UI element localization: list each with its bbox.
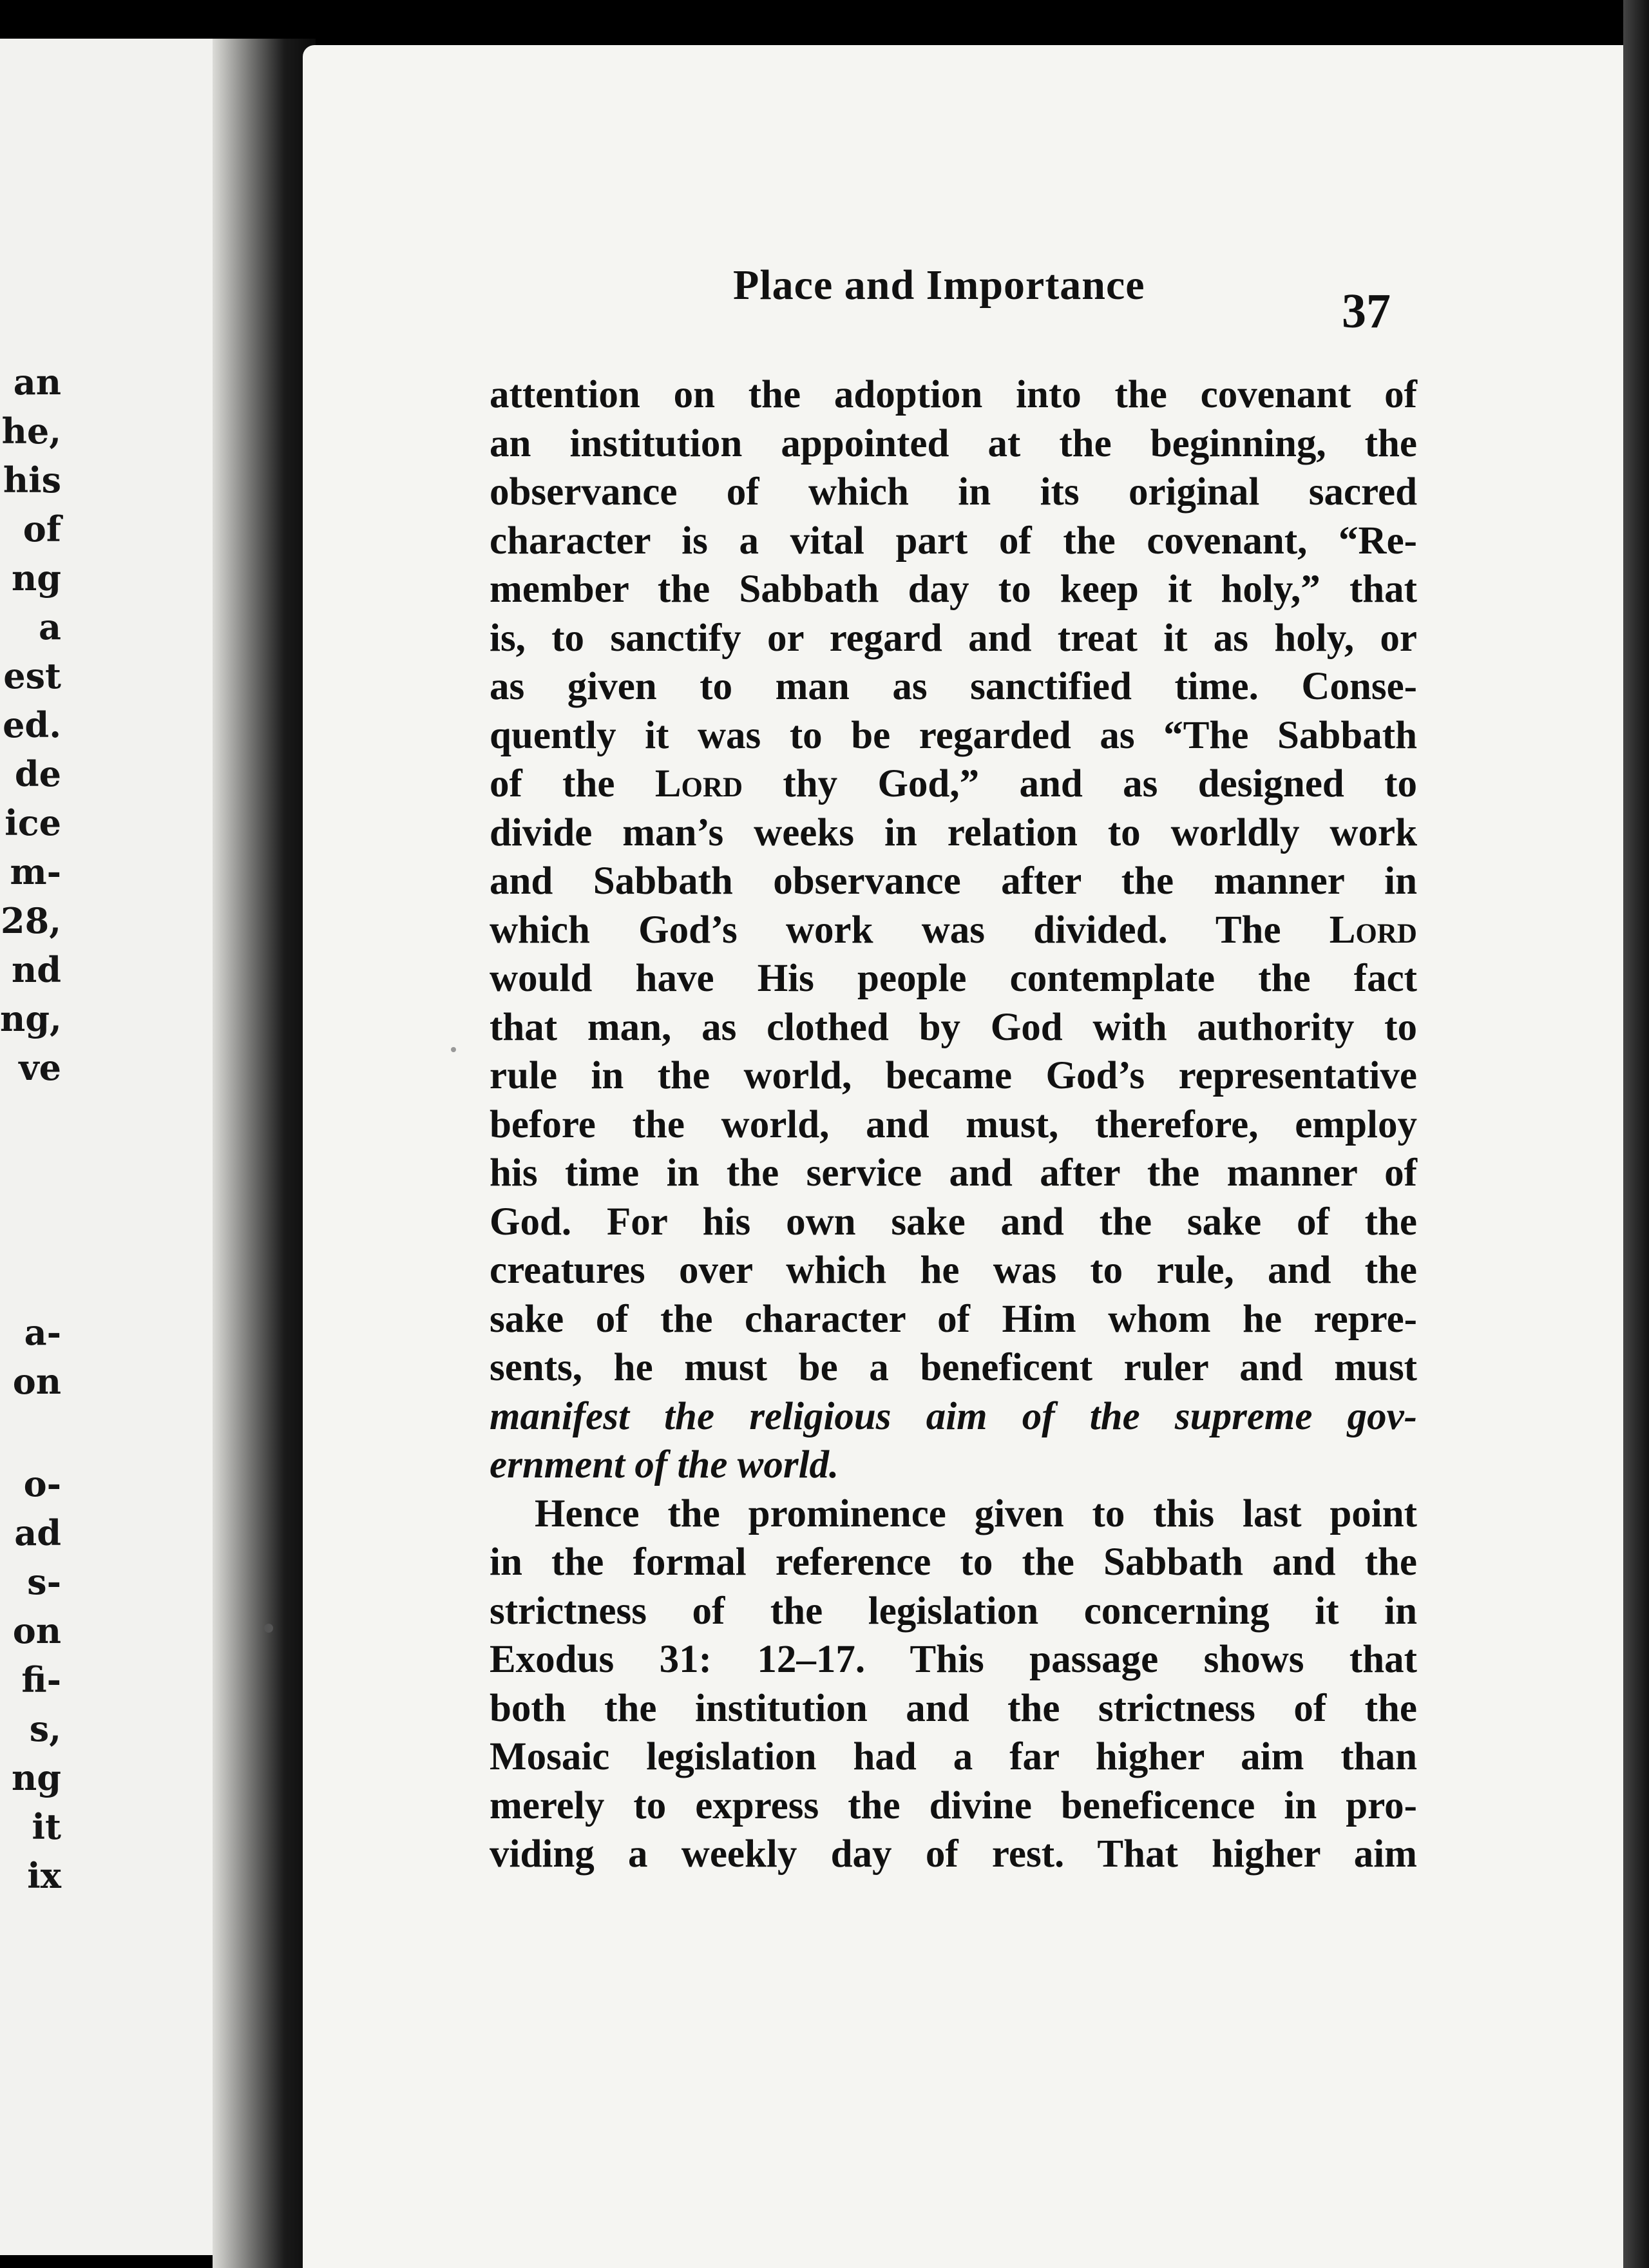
text-run: thy God,” and as designed to <box>743 762 1417 805</box>
fragment: ng <box>11 1757 61 1798</box>
fragment: on <box>12 1610 61 1651</box>
text-line: divide man’s weeks in relation to worldly work <box>490 811 1417 854</box>
text-line: observance of which in its original sacred <box>490 470 1417 514</box>
fragment: de <box>14 753 61 794</box>
text-line: character is a vital part of the covenant, “Re- <box>490 519 1417 562</box>
fragment: ice <box>5 802 61 843</box>
italic-line: ernment of the world. <box>490 1443 839 1486</box>
fragment: s, <box>29 1708 61 1749</box>
left-page-fragments-bottom <box>0 1459 61 1900</box>
fragment: est <box>3 655 61 697</box>
fragment: fi- <box>21 1659 61 1700</box>
small-caps-lord: Lord <box>654 762 743 805</box>
fragment: on <box>12 1361 61 1402</box>
text-run: which God’s work was divided. The <box>490 908 1330 952</box>
ink-speck <box>264 1624 273 1633</box>
text-line: member the Sabbath day to keep it holy,” that <box>490 568 1417 611</box>
fragment: of <box>23 508 61 550</box>
text-line: strictness of the legislation concerning it in <box>490 1589 1417 1633</box>
text-line: is, to sanctify or regard and treat it as holy, or <box>490 616 1417 660</box>
ink-speck <box>451 1047 456 1052</box>
text-line <box>490 760 1417 809</box>
fragment: ix <box>27 1855 61 1896</box>
text-line: quently it was to be regarded as “The Sabbath <box>490 713 1417 757</box>
text-line: before the world, and must, therefore, employ <box>490 1102 1417 1146</box>
fragment: his <box>3 459 61 501</box>
text-line: viding a weekly day of rest. That higher aim <box>490 1832 1417 1876</box>
fragment: ad <box>14 1512 61 1553</box>
text-line: merely to express the divine beneficence in pro- <box>490 1783 1417 1827</box>
fragment: he, <box>1 410 61 452</box>
fragment: ed. <box>3 704 61 745</box>
text-line: in the formal reference to the Sabbath and the <box>490 1541 1417 1584</box>
fragment: ng <box>11 557 61 599</box>
italic-line: manifest the religious aim of the supreme gov- <box>490 1394 1417 1438</box>
small-caps-lord: Lord <box>1329 908 1417 952</box>
text-line: creatures over which he was to rule, and the <box>490 1249 1417 1292</box>
text-line: as given to man as sanctified time. Conse- <box>490 665 1417 708</box>
text-line: sents, he must be a beneficent ruler and must <box>490 1346 1417 1389</box>
fragment: it <box>32 1806 61 1847</box>
fragment: m- <box>10 851 61 892</box>
fragment: s- <box>27 1561 61 1602</box>
fragment: nd <box>11 949 61 990</box>
text-line: and Sabbath observance after the manner in <box>490 860 1417 903</box>
text-line: God. For his own sake and the sake of the <box>490 1200 1417 1244</box>
text-line: attention on the adoption into the covenant of <box>490 373 1417 416</box>
text-line: that man, as clothed by God with authority to <box>490 1005 1417 1049</box>
text-line: Hence the prominence given to this last point <box>535 1492 1417 1535</box>
fragment: ve <box>19 1047 61 1088</box>
running-header: Place and Importance <box>733 262 1145 309</box>
text-line: sake of the character of Him whom he repre- <box>490 1297 1417 1341</box>
scan-border-right <box>1623 0 1649 2268</box>
fragment: a <box>39 606 61 648</box>
fragment: a- <box>24 1312 61 1353</box>
body-text <box>490 370 1417 1879</box>
left-page-fragments-mid <box>0 1308 61 1406</box>
fragment: o- <box>23 1463 61 1504</box>
book-gutter <box>213 39 316 2268</box>
text-line: Exodus 31: 12–17. This passage shows that <box>490 1638 1417 1681</box>
page-number: 37 <box>1342 284 1391 338</box>
left-page-fragments-top <box>0 358 61 1092</box>
text-line <box>490 906 1417 955</box>
fragment: ng, <box>0 998 62 1039</box>
fragment: an <box>13 361 61 403</box>
text-line: rule in the world, became God’s representative <box>490 1054 1417 1097</box>
text-run: of the <box>490 762 655 805</box>
fragment: 28, <box>1 900 61 941</box>
text-line: would have His people contemplate the fact <box>490 957 1417 1000</box>
text-line: Mosaic legislation had a far higher aim than <box>490 1735 1417 1778</box>
text-line: an institution appointed at the beginning, the <box>490 421 1417 465</box>
text-line: both the institution and the strictness of the <box>490 1686 1417 1730</box>
text-line: his time in the service and after the manner of <box>490 1151 1417 1195</box>
